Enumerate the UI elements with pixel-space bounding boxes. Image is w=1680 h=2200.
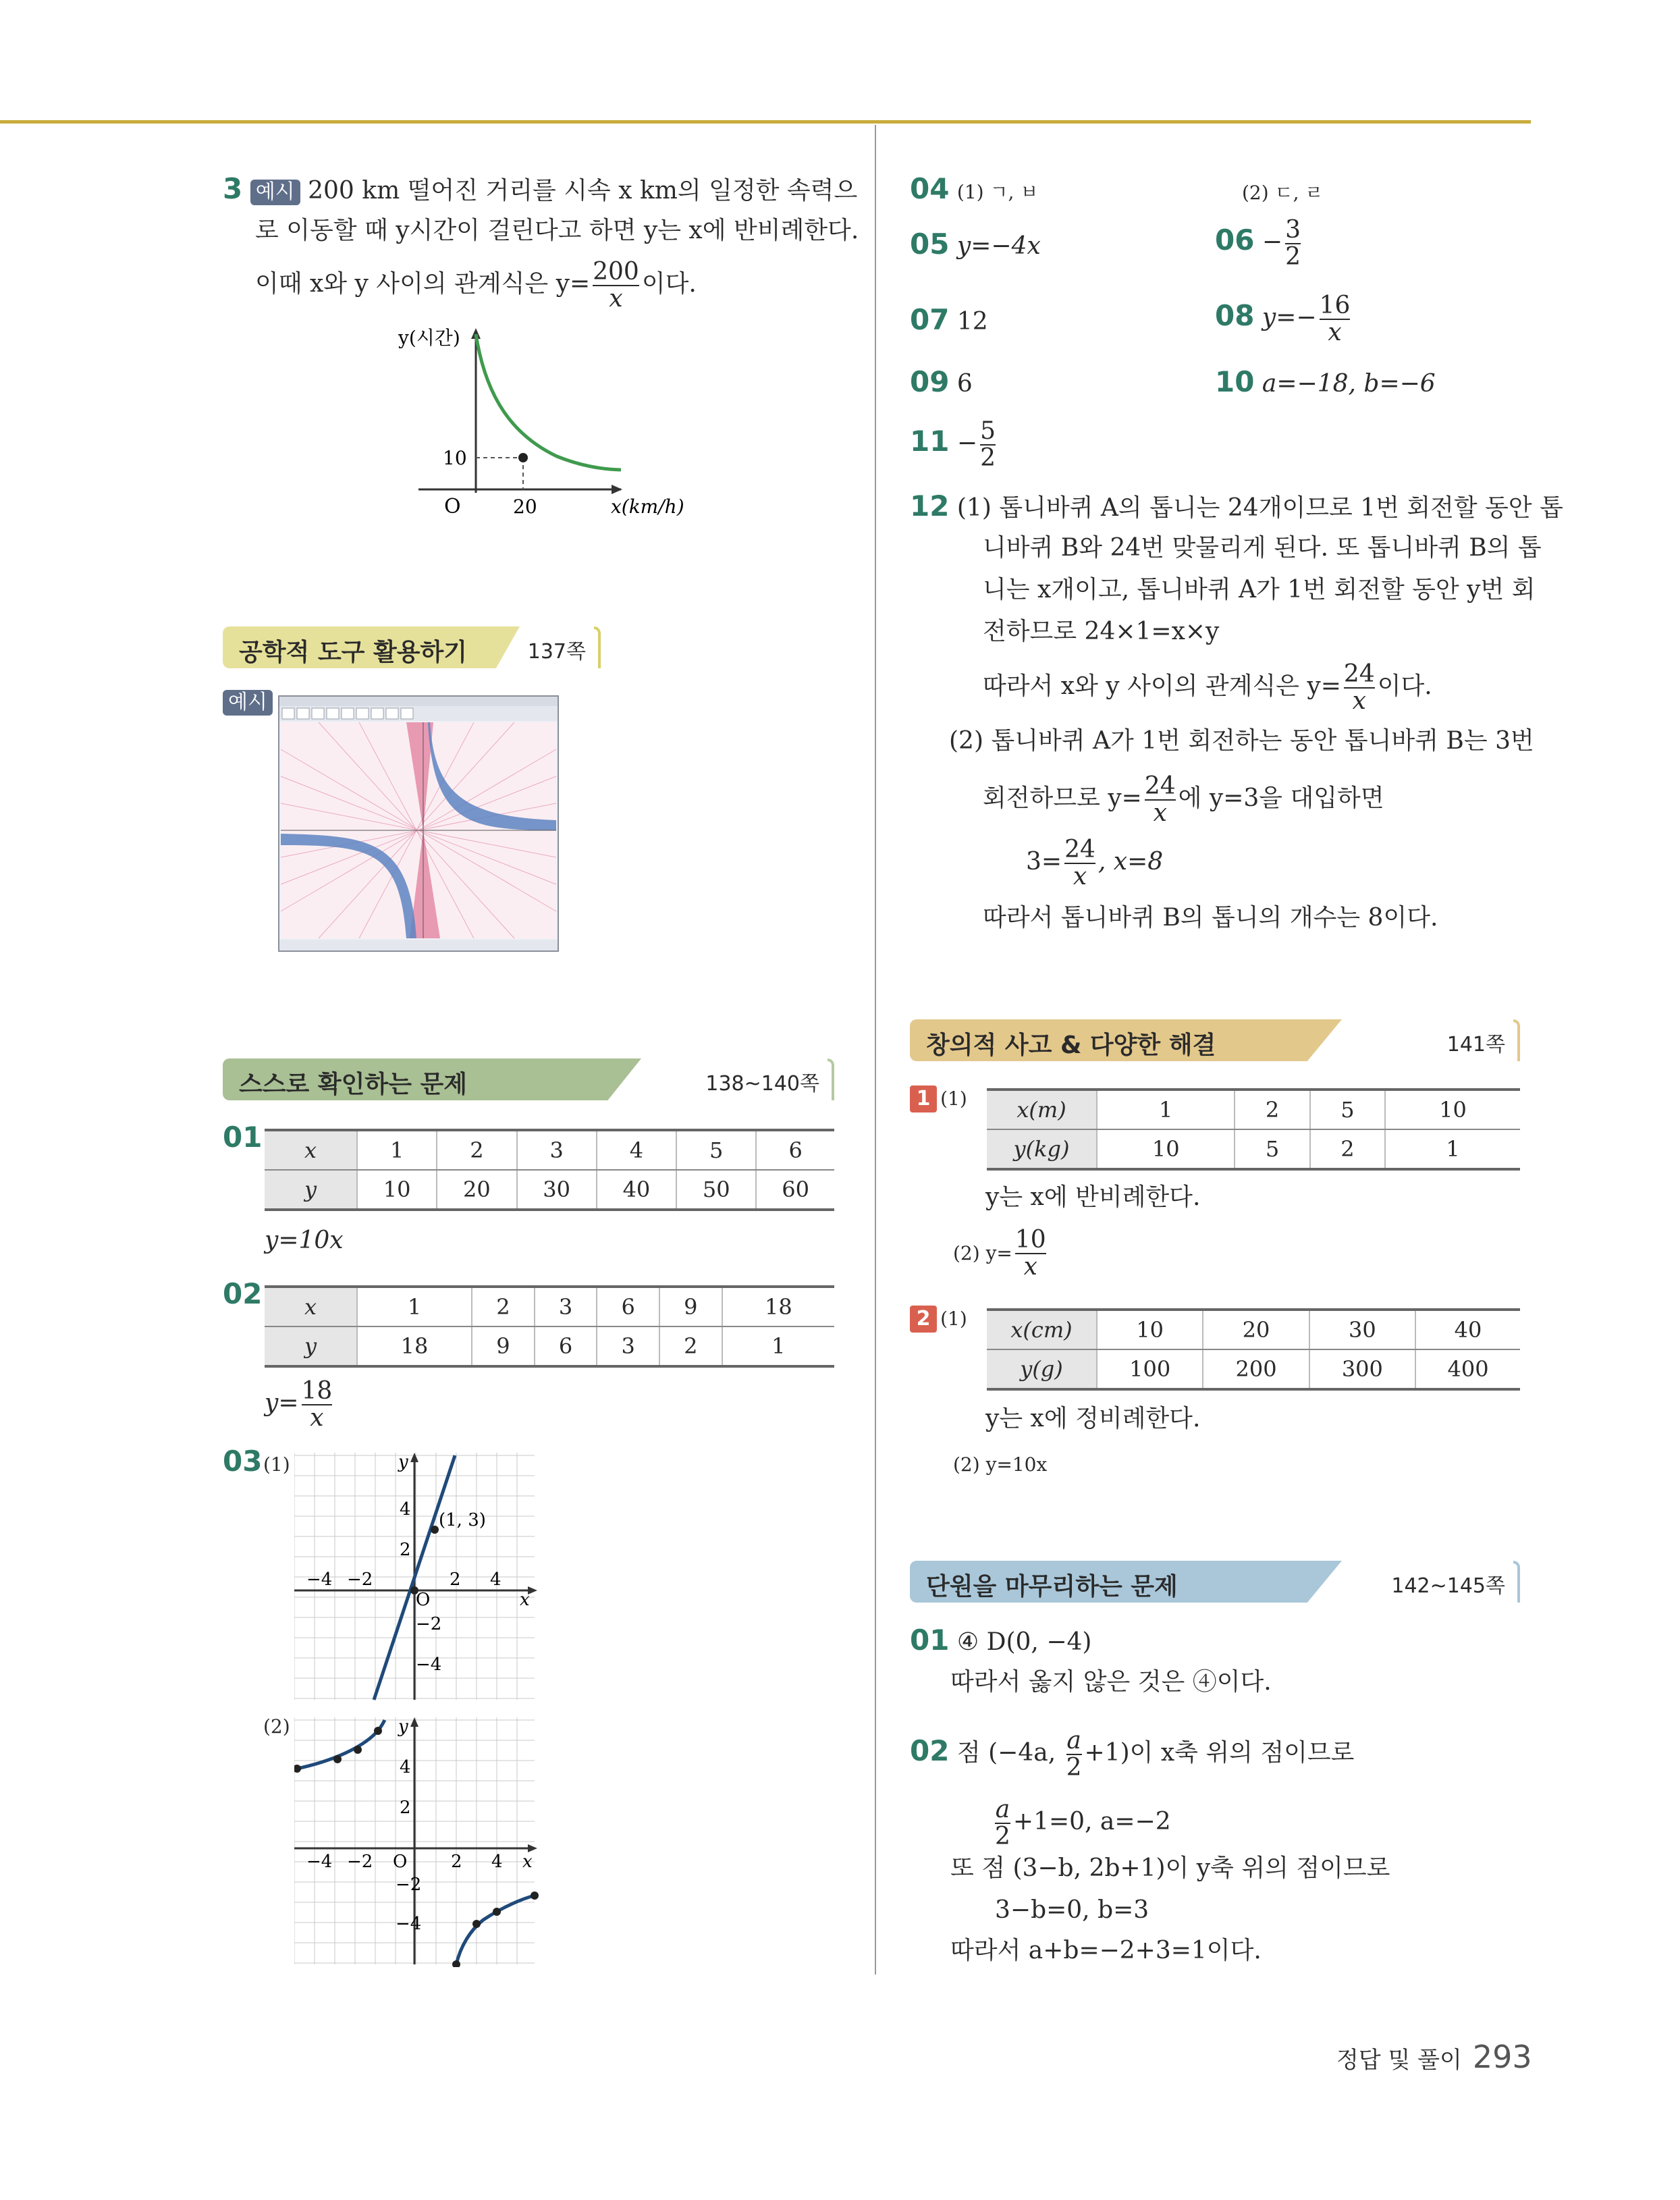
q01-row-x (265, 1130, 834, 1170)
a06-number: 06 (1215, 223, 1255, 257)
q3-x-arrow-icon (612, 485, 622, 494)
q12-l8-pre: 3= (1026, 848, 1062, 876)
q01-number: 01 (223, 1121, 263, 1154)
q02-row-x (265, 1287, 834, 1326)
q02-fraction (302, 1378, 333, 1431)
a11 (910, 419, 998, 471)
g2-tick-x: −2 (347, 1852, 373, 1872)
q12-l8-fraction (1064, 837, 1095, 890)
a07-text: 12 (956, 308, 988, 336)
q12-number: 12 (910, 489, 950, 522)
q02-x-cell: 18 (722, 1287, 834, 1326)
q02-ans-pre: y= (265, 1389, 299, 1417)
c1-p2-pre: (2) y= (953, 1242, 1012, 1264)
g1-tick-x: −4 (306, 1569, 333, 1590)
q12-l1: (1) 톱니바퀴 A의 톱니는 24개이므로 1번 회전할 동안 톱 (956, 494, 1563, 522)
a04-number: 04 (910, 172, 950, 205)
u01-l2: 따라서 옳지 않은 것은 ④이다. (950, 1668, 1272, 1696)
banner-creative-title: 창의적 사고 & 다양한 해결 (926, 1031, 1216, 1059)
a08-frac-den: x (1320, 319, 1351, 346)
q3-line3-post: 이다. (641, 270, 697, 298)
q02-x-head: x (265, 1287, 357, 1326)
q02-y-cell: 18 (357, 1326, 472, 1366)
c2-y-cell: 300 (1309, 1349, 1415, 1389)
a08-fraction (1320, 293, 1351, 346)
a06-frac-den: 2 (1285, 243, 1301, 271)
g1-tick-y: 4 (400, 1499, 411, 1520)
u02-l2-post: +1=0, a=−2 (1012, 1808, 1171, 1835)
c1-table (987, 1088, 1520, 1171)
q02-y-cell: 1 (722, 1326, 834, 1366)
c1-number: 1 (910, 1085, 937, 1112)
a06-frac-num: 3 (1285, 216, 1301, 244)
q12-l7-den: x (1145, 799, 1176, 826)
c1-y-cell: 2 (1310, 1129, 1385, 1169)
q03-number: 03 (223, 1445, 263, 1478)
c1-y-cell: 10 (1097, 1129, 1235, 1169)
q3-frac-num: 200 (593, 258, 639, 286)
c1-p2-num: 10 (1014, 1226, 1046, 1254)
u02-line1 (910, 1728, 1354, 1781)
q12-l7-fraction (1145, 774, 1176, 826)
u01-l1: ④ D(0, −4) (956, 1628, 1092, 1656)
q12-l5-den: x (1344, 687, 1375, 714)
g2-point (531, 1892, 539, 1900)
a04-part1: (1) ㄱ, ㅂ (956, 181, 1039, 203)
q02-x-cell: 1 (357, 1287, 472, 1326)
c1-note: y는 x에 반비례한다. (985, 1183, 1201, 1211)
tool-btn-6[interactable] (356, 708, 369, 719)
q02-number: 02 (223, 1277, 263, 1310)
g2-branch-right (456, 1896, 535, 1964)
g2-point (354, 1746, 362, 1754)
u02-l2-num: a (995, 1796, 1010, 1823)
q01-y-cell: 60 (756, 1170, 834, 1210)
q3-ylabel: y(시간) (398, 327, 460, 349)
banner-unit-page: 142~145쪽 (1391, 1574, 1505, 1598)
g1-axis-y-label: y (398, 1453, 408, 1472)
q01-y-cell: 40 (597, 1170, 676, 1210)
c2-x-head: x(cm) (987, 1310, 1097, 1349)
q12-l8 (1026, 837, 1163, 890)
c2-number: 2 (910, 1306, 937, 1333)
q02-y-head: y (265, 1326, 357, 1366)
a11-frac-den: 2 (980, 444, 996, 472)
c2-part1-label: (1) (940, 1308, 967, 1330)
q3-graph (378, 317, 715, 520)
q3-hyperbola (476, 334, 621, 470)
c1-x-cell: 5 (1310, 1090, 1385, 1129)
g1-point-1-3 (431, 1526, 439, 1534)
q01-y-cell: 50 (676, 1170, 756, 1210)
q12-l2: 니바퀴 B와 24번 맞물리게 된다. 또 톱니바퀴 B의 톱 (983, 534, 1542, 562)
c2-note: y는 x에 정비례한다. (985, 1405, 1201, 1432)
q01-x-cell: 1 (357, 1130, 437, 1170)
u02-l1-num: a (1066, 1727, 1081, 1754)
g2-tick-x: 2 (451, 1852, 462, 1872)
banner-tool-title: 공학적 도구 활용하기 (239, 639, 468, 666)
q02-frac-num: 18 (301, 1377, 333, 1405)
c2-x-cell: 40 (1415, 1310, 1520, 1349)
tool-btn-3[interactable] (312, 708, 324, 719)
c2-x-cell: 30 (1309, 1310, 1415, 1349)
a05 (910, 227, 1041, 261)
q02-y-cell: 9 (472, 1326, 535, 1366)
g2-tick-y: 2 (400, 1798, 411, 1818)
a11-number: 11 (910, 425, 950, 458)
q01-y-cell: 10 (357, 1170, 437, 1210)
q01-x-cell: 4 (597, 1130, 676, 1170)
g1-tick-x: 2 (450, 1569, 461, 1590)
a08-frac-num: 16 (1319, 292, 1351, 319)
q01-x-cell: 3 (517, 1130, 597, 1170)
c1-x-head: x(m) (987, 1090, 1097, 1129)
c1-row-x (987, 1090, 1520, 1129)
q12-l3: 니는 x개이고, 톱니바퀴 A가 1번 회전할 동안 y번 회 (983, 576, 1536, 603)
c2-y-cell: 400 (1415, 1349, 1520, 1389)
g2-point (452, 1960, 460, 1967)
g2-point (333, 1755, 342, 1763)
a11-fraction (980, 419, 996, 471)
q12-l7-post: 에 y=3을 대입하면 (1178, 784, 1384, 812)
a06-fraction (1285, 217, 1301, 270)
u02-l1-fraction (1066, 1728, 1082, 1781)
a07 (910, 305, 988, 337)
q12-l7-num: 24 (1144, 772, 1176, 800)
c1-p2-den: x (1015, 1253, 1046, 1280)
q12-l5-num: 24 (1343, 660, 1375, 688)
c2-table (987, 1308, 1520, 1391)
g2-tick-y: −4 (396, 1914, 422, 1934)
u02-l4: 3−b=0, b=3 (995, 1896, 1149, 1924)
c1-y-head: y(kg) (987, 1129, 1097, 1169)
g2-y-arrow-icon (410, 1717, 418, 1727)
q01-x-cell: 6 (756, 1130, 834, 1170)
q02-x-cell: 9 (659, 1287, 722, 1326)
a07-number: 07 (910, 303, 950, 336)
q02-row-y (265, 1326, 834, 1366)
a05-text: y=−4x (956, 232, 1041, 260)
u02-l2-fraction (995, 1797, 1010, 1850)
a10-text: a=−18, b=−6 (1262, 370, 1436, 398)
q3-line3-pre: 이때 x와 y 사이의 관계식은 y= (255, 270, 591, 298)
q3-example (223, 174, 857, 206)
q3-tick-y: 10 (443, 447, 467, 469)
a08-number: 08 (1215, 299, 1255, 332)
q01-table (265, 1129, 834, 1211)
g2-tick-x: 4 (491, 1852, 503, 1872)
u02-l3: 또 점 (3−b, 2b+1)이 y축 위의 점이므로 (950, 1854, 1390, 1882)
c2-y-cell: 100 (1097, 1349, 1203, 1389)
c2-header (910, 1304, 967, 1334)
c1-x-cell: 2 (1235, 1090, 1309, 1129)
u01-number: 01 (910, 1624, 950, 1657)
q12-l8-num: 24 (1064, 836, 1095, 863)
a09-number: 09 (910, 365, 950, 398)
q3-tick-x: 20 (513, 495, 537, 518)
q02-x-cell: 2 (472, 1287, 535, 1326)
q3-line2: 로 이동할 때 y시간이 걸린다고 하면 y는 x에 반비례한다. (255, 217, 859, 244)
q3-line1: 200 km 떨어진 거리를 시속 x km의 일정한 속력으 (308, 177, 858, 205)
q12-l5-pre: 따라서 x와 y 사이의 관계식은 y= (983, 672, 1341, 700)
q12-line1 (910, 491, 1563, 523)
a11-frac-num: 5 (980, 417, 996, 445)
g2-point (294, 1765, 301, 1773)
q12-l5-fraction (1344, 662, 1375, 714)
q3-line3 (255, 259, 697, 312)
c1-part1-label: (1) (940, 1088, 967, 1110)
banner-check (223, 1058, 834, 1100)
g2-axis-x-label: x (522, 1852, 533, 1872)
q12-l4: 전하므로 24×1=x×y (983, 618, 1220, 645)
a09-text: 6 (956, 370, 973, 398)
q03-graph-2 (294, 1717, 544, 1967)
u02-l1-den: 2 (1066, 1754, 1082, 1781)
u02-l1-pre: 점 (−4a, (956, 1739, 1064, 1767)
banner-tool (223, 626, 601, 668)
g2-tick-y: −2 (396, 1875, 422, 1895)
c1-x-cell: 1 (1097, 1090, 1235, 1129)
q02-table (265, 1285, 834, 1368)
g1-tick-y: −2 (416, 1614, 442, 1634)
q01-y-head: y (265, 1170, 357, 1210)
q3-origin: O (444, 495, 461, 518)
example-badge: 예시 (250, 180, 300, 205)
tool-btn-7[interactable] (371, 708, 383, 719)
a06-sign: − (1262, 228, 1283, 256)
q12-l7 (983, 774, 1384, 826)
q01-x-cell: 5 (676, 1130, 756, 1170)
window-menubar (279, 697, 558, 706)
a06 (1215, 217, 1303, 270)
g2-point (374, 1727, 382, 1735)
banner-creative-page: 141쪽 (1446, 1033, 1505, 1056)
q3-frac-den: x (593, 285, 639, 312)
tool-btn-5[interactable] (342, 708, 354, 719)
c1-p2-fraction (1015, 1227, 1046, 1280)
c2-x-cell: 20 (1203, 1310, 1309, 1349)
g2-axis-y-label: y (398, 1717, 408, 1737)
q3-xlabel: x(km/h) (611, 495, 684, 518)
g2-tick-y: 4 (400, 1757, 411, 1777)
page-number: 293 (1472, 2039, 1532, 2075)
q01-x-cell: 2 (437, 1130, 516, 1170)
q03-part2-label: (2) (263, 1715, 290, 1738)
u02-line2 (992, 1797, 1171, 1850)
banner-tool-page: 137쪽 (527, 640, 586, 664)
q12-l6: (2) 톱니바퀴 A가 1번 회전하는 동안 톱니바퀴 B는 3번 (949, 727, 1534, 755)
a09 (910, 367, 973, 399)
a10-number: 10 (1215, 365, 1255, 398)
q02-x-cell: 6 (597, 1287, 659, 1326)
g2-point (493, 1908, 501, 1916)
q01-y-cell: 20 (437, 1170, 516, 1210)
q01-answer: y=10x (265, 1227, 344, 1254)
c1-x-cell: 10 (1385, 1090, 1520, 1129)
g2-tick-x: −4 (306, 1852, 333, 1872)
banner-creative (910, 1019, 1520, 1061)
g1-tick-x: −2 (347, 1569, 373, 1590)
c2-x-cell: 10 (1097, 1310, 1203, 1349)
g2-origin: O (393, 1852, 408, 1872)
banner-check-title: 스스로 확인하는 문제 (239, 1071, 468, 1098)
c1-header (910, 1084, 967, 1114)
a05-number: 05 (910, 227, 950, 261)
u01-line1 (910, 1626, 1091, 1657)
tool-btn-4[interactable] (327, 708, 339, 719)
c1-y-cell: 1 (1385, 1129, 1520, 1169)
q02-y-cell: 2 (659, 1326, 722, 1366)
g1-origin: O (416, 1590, 431, 1610)
banner-creative-rim (1513, 1019, 1520, 1061)
footer-label: 정답 및 풀이 (1336, 2047, 1462, 2074)
tool-btn-2[interactable] (297, 708, 309, 719)
top-rule (0, 120, 1531, 124)
tool-example-badge: 예시 (223, 690, 273, 716)
banner-check-rim (828, 1058, 834, 1100)
u02-l5: 따라서 a+b=−2+3=1이다. (950, 1937, 1262, 1964)
q12-l9: 따라서 톱니바퀴 B의 톱니의 개수는 8이다. (983, 904, 1438, 932)
banner-check-page: 138~140쪽 (705, 1072, 819, 1096)
q03-graph-1 (294, 1453, 537, 1702)
q02-frac-den: x (302, 1404, 333, 1431)
c2-part2: (2) y=10x (953, 1453, 1048, 1476)
g1-tick-y: −4 (416, 1655, 442, 1675)
a04-part2: (2) ㄷ, ㄹ (1242, 182, 1324, 204)
banner-unit-rim (1513, 1561, 1520, 1603)
tool-btn-8[interactable] (386, 708, 398, 719)
q3-number: 3 (223, 172, 243, 205)
a08-pre: y=− (1262, 304, 1317, 331)
g1-tick-x: 4 (490, 1569, 502, 1590)
input-bar[interactable] (279, 940, 558, 950)
c2-y-head: y(g) (987, 1349, 1097, 1389)
q01-y-cell: 30 (517, 1170, 597, 1210)
q02-answer (265, 1378, 335, 1431)
software-screenshot (278, 695, 559, 952)
c1-row-y (987, 1129, 1520, 1169)
u02-number: 02 (910, 1734, 950, 1767)
q12-l5 (983, 662, 1432, 714)
q12-l8-den: x (1064, 863, 1095, 890)
g1-point-label: (1, 3) (439, 1510, 486, 1530)
a10 (1215, 367, 1436, 399)
a08 (1215, 293, 1353, 346)
g1-y-arrow-icon (410, 1453, 418, 1462)
g1-axis-x-label: x (520, 1590, 530, 1610)
q12-l5-post: 이다. (1377, 672, 1432, 700)
u02-l2-den: 2 (995, 1823, 1010, 1850)
u02-l1-post: +1)이 x축 위의 점이므로 (1084, 1739, 1355, 1767)
q02-x-cell: 3 (535, 1287, 597, 1326)
a11-sign: − (956, 429, 978, 457)
g2-point (472, 1920, 481, 1928)
q12-l7-pre: 회전하므로 y= (983, 784, 1142, 812)
banner-unit (910, 1561, 1520, 1603)
column-divider (875, 125, 876, 1975)
q01-x-head: x (265, 1130, 357, 1170)
q3-point (518, 453, 528, 462)
q02-y-cell: 6 (535, 1326, 597, 1366)
c1-part2 (953, 1227, 1049, 1280)
q3-fraction (593, 259, 639, 312)
q03-part1-label: (1) (263, 1453, 290, 1476)
q02-y-cell: 3 (597, 1326, 659, 1366)
banner-tool-rim (594, 626, 601, 668)
tool-btn-9[interactable] (401, 708, 413, 719)
tool-btn-1[interactable] (282, 708, 294, 719)
c2-row-y (987, 1349, 1520, 1389)
c2-row-x (987, 1310, 1520, 1349)
g1-tick-y: 2 (400, 1540, 411, 1560)
a04 (910, 174, 1038, 207)
q01-row-y (265, 1170, 834, 1210)
c1-y-cell: 5 (1235, 1129, 1309, 1169)
q12-l8-post: , x=8 (1098, 848, 1164, 876)
banner-unit-title: 단원을 마무리하는 문제 (926, 1573, 1178, 1601)
page-footer (1336, 2039, 1532, 2075)
c2-y-cell: 200 (1203, 1349, 1309, 1389)
